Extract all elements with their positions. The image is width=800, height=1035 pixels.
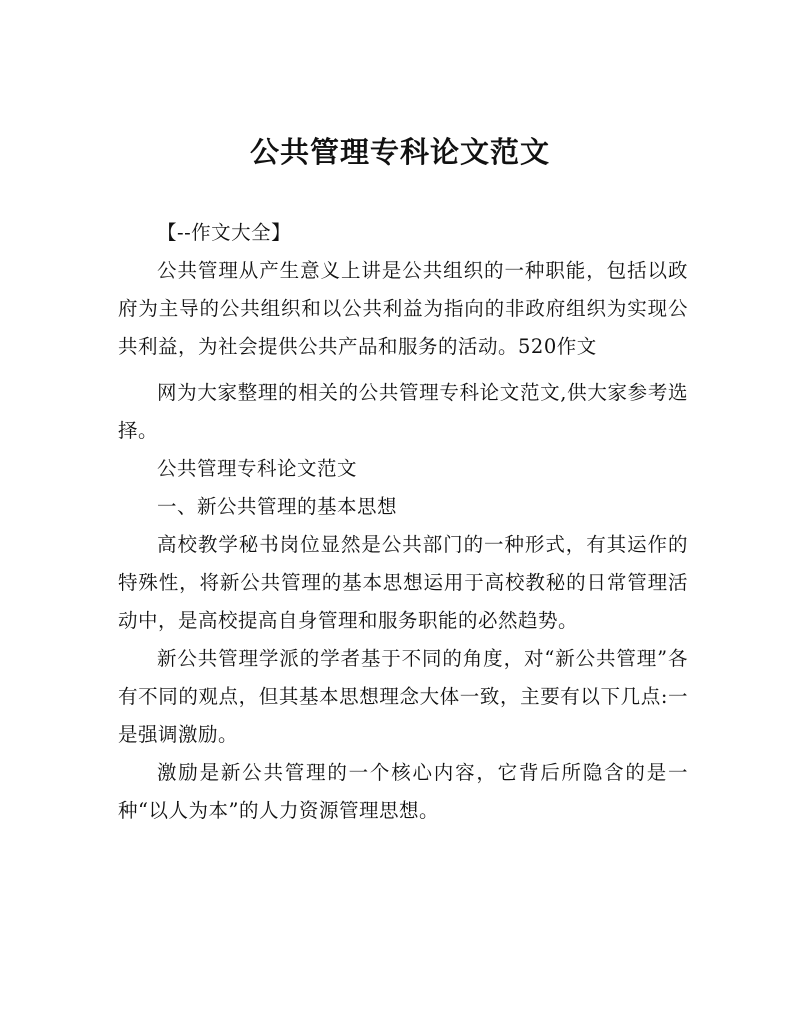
body-paragraph: 新公共管理学派的学者基于不同的角度，对“新公共管理”各有不同的观点，但其基本思想理念大体一致，主要有以下几点:一是强调激励。 — [118, 647, 688, 746]
document-body — [118, 214, 688, 830]
source-tag-paragraph: 【--作文大全】 — [157, 221, 292, 244]
section-title-paragraph: 公共管理专科论文范文 — [157, 457, 358, 480]
intro-continuation-paragraph: 网为大家整理的相关的公共管理专科论文范文,供大家参考选择。 — [118, 381, 688, 442]
document-title: 公共管理专科论文范文 — [249, 135, 550, 169]
body-paragraph: 激励是新公共管理的一个核心内容，它背后所隐含的是一种“以人为本”的人力资源管理思想。 — [118, 761, 688, 822]
body-paragraph: 高校教学秘书岗位显然是公共部门的一种形式，有其运作的特殊性，将新公共管理的基本思想运用于高校教秘的日常管理活动中，是高校提高自身管理和服务职能的必然趋势。 — [118, 533, 688, 632]
section-heading-paragraph: 一、新公共管理的基本思想 — [157, 495, 398, 518]
intro-paragraph: 公共管理从产生意义上讲是公共组织的一种职能，包括以政府为主导的公共组织和以公共利益为指向的非政府组织为实现公共利益，为社会提供公共产品和服务的活动。520作文 — [118, 259, 688, 358]
